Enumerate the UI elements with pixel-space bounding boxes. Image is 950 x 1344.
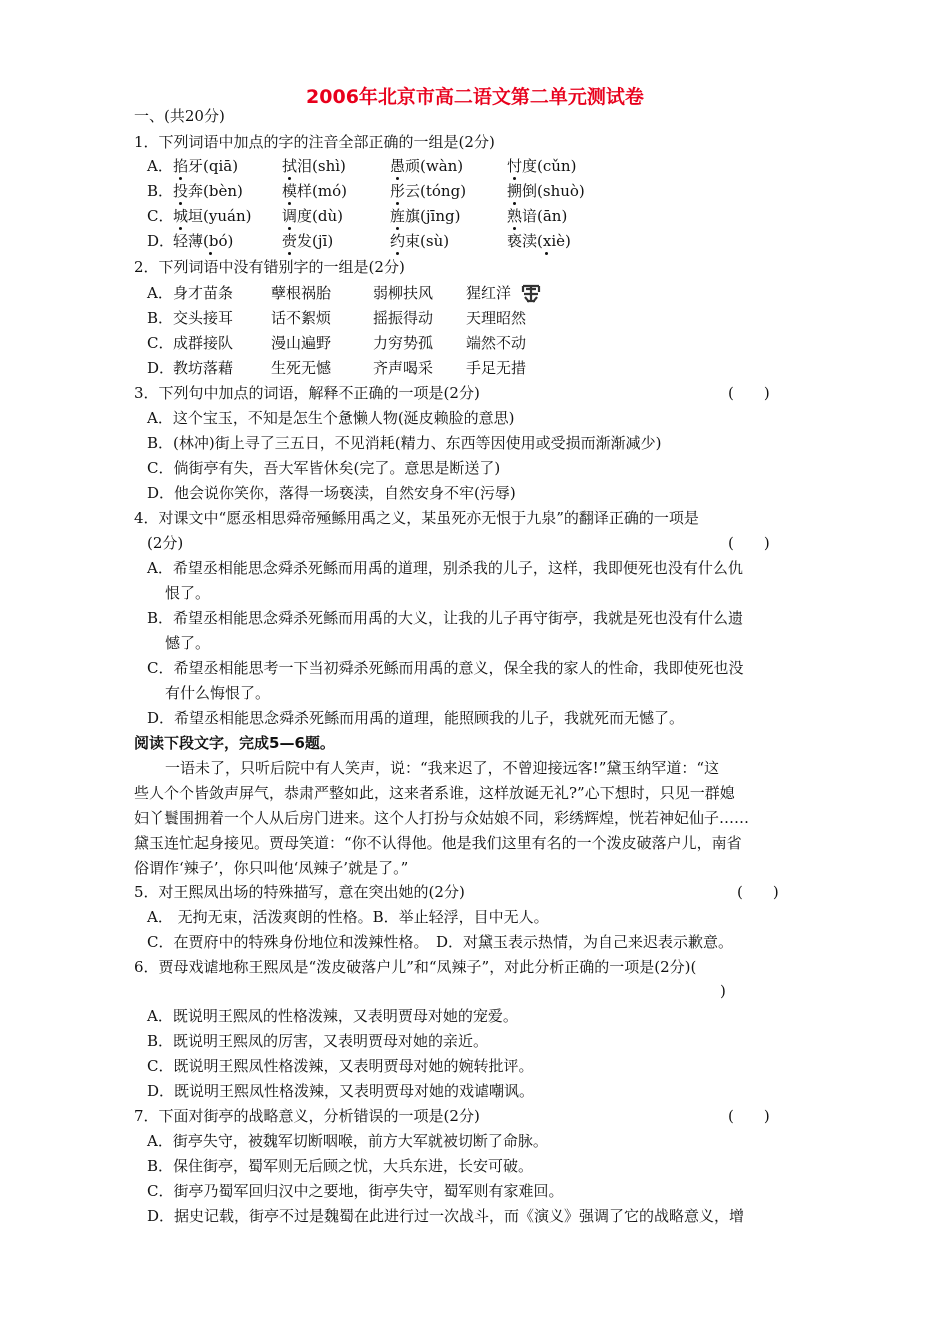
word-rest: 奔(bèn) (188, 182, 243, 200)
q2-option-d-item3: 齐声喝采 (373, 359, 434, 377)
dotted-char: 忖 (507, 157, 523, 175)
q2-option-a-item4: 猩红洋 (466, 284, 512, 302)
watermark-glyph-icon (519, 282, 543, 306)
q3-option-c: C．倘街亭有失，吾大军皆休矣(完了。意思是断送了) (147, 459, 501, 477)
passage-line: 俗谓作‘辣子’，你只叫他‘凤辣子’就是了。” (134, 859, 409, 877)
word-rest: 旗(jīng) (405, 207, 461, 225)
q1-option-a-label: A． (147, 157, 173, 175)
q3-option-d: D．他会说你笑你，落得一场亵渎，自然安身不牢(污辱) (147, 484, 516, 502)
q1-option-c-item1 (173, 206, 251, 226)
q5-options-line2: C．在贾府中的特殊身份地位和泼辣性格。 D．对黛玉表示热情，为自己来迟表示歉意。 (147, 933, 734, 951)
q4-stem-points: (2分) (147, 534, 184, 552)
dotted-char: 赍 (282, 232, 298, 250)
q1-option-b-item1 (173, 181, 243, 201)
doc-title: 2006年北京市高二语文第二单元测试卷 (306, 86, 644, 108)
word-first: 轻 (173, 232, 189, 250)
word-rest: 束(sù) (405, 232, 450, 250)
dotted-char: 拭 (282, 157, 298, 175)
q3-stem: 3．下列句中加点的词语，解释不正确的一项是(2分) (134, 384, 480, 402)
q5-stem: 5．对王熙凤出场的特殊描写，意在突出她的(2分) (134, 883, 465, 901)
q5-options-line1: A． 无拘无束，活泼爽朗的性格。B．举止轻浮，目中无人。 (147, 908, 549, 926)
word-rest: 发(jī) (297, 232, 334, 250)
q7-option-a: A．街亭失守，被魏军切断咽喉，前方大军就被切断了命脉。 (147, 1132, 548, 1150)
q1-option-a-item2 (282, 156, 346, 176)
dotted-char: 约 (390, 232, 406, 250)
q4-stem: 4．对课文中“愿丞相思舜帝殛鲧用禹之义，某虽死亦无恨于九泉”的翻译正确的一项是 (134, 509, 699, 527)
q1-option-d-label: D． (147, 232, 175, 250)
q1-option-a-item1 (173, 156, 238, 176)
q2-option-d-item4: 手足无措 (466, 359, 527, 377)
q2-option-a-item3: 弱柳扶风 (373, 284, 434, 302)
dotted-char: 掐 (173, 157, 189, 175)
q1-option-c-item3 (390, 206, 460, 226)
dotted-char: 搠 (507, 182, 523, 200)
dotted-char: 熟 (507, 207, 523, 225)
q2-option-d-label: D． (147, 359, 175, 377)
dotted-char: 薄(bó) (188, 232, 234, 250)
dotted-char: 模 (282, 182, 298, 200)
q2-option-b-item4: 天理昭然 (466, 309, 527, 327)
q1-option-b-item4 (507, 181, 585, 201)
q6-option-b: B．既说明王熙凤的厉害，又表明贾母对她的亲近。 (147, 1032, 489, 1050)
q3-option-b: B．(林冲)街上寻了三五日，不见消耗(精力、东西等因使用或受损而渐渐减少) (147, 434, 662, 452)
q2-option-c-item3: 力穷势孤 (373, 334, 434, 352)
q1-option-d-item2 (282, 231, 333, 251)
word-rest: 牙(qiā) (188, 157, 239, 175)
q4-option-a: A．希望丞相能思念舜杀死鲧而用禹的道理，别杀我的儿子，这样，我即便死也没有什么仇 (147, 559, 743, 577)
q3-answer-paren: ( ) (728, 384, 770, 402)
dotted-char: 渎(xiè) (522, 232, 571, 250)
q4-option-d: D．希望丞相能思念舜杀死鲧而用禹的道理，能照顾我的儿子，我就死而无憾了。 (147, 709, 685, 727)
dotted-char: 愚 (390, 157, 406, 175)
q1-option-c-item4 (507, 206, 567, 226)
q4-option-b: B．希望丞相能思念舜杀死鲧而用禹的大义，让我的儿子再守街亭，我就是死也没有什么遗 (147, 609, 744, 627)
passage-line: 一语未了，只听后院中有人笑声，说：“我来迟了，不曾迎接远客!”黛玉纳罕道：“这 (165, 759, 720, 777)
q7-option-c: C．街亭乃蜀军回归汉中之要地，街亭失守，蜀军则有家难回。 (147, 1182, 564, 1200)
q1-option-a-item3 (390, 156, 463, 176)
dotted-char: 城 (173, 207, 189, 225)
q6-option-c: C．既说明王熙凤性格泼辣，又表明贾母对她的婉转批评。 (147, 1057, 534, 1075)
q6-option-a: A．既说明王熙凤的性格泼辣，又表明贾母对她的宠爱。 (147, 1007, 518, 1025)
word-rest: 泪(shì) (297, 157, 346, 175)
reading-heading: 阅读下段文字，完成5—6题。 (134, 734, 335, 752)
q4-answer-paren: ( ) (728, 534, 770, 552)
q2-option-c-item1: 成群接队 (173, 334, 234, 352)
q2-option-a-item2: 孽根祸胎 (271, 284, 332, 302)
q6-option-d: D．既说明王熙凤性格泼辣，又表明贾母对她的戏谑嘲讽。 (147, 1082, 535, 1100)
q7-option-d: D．据史记载，街亭不过是魏蜀在此进行过一次战斗，而《演义》强调了它的战略意义，增 (147, 1207, 745, 1225)
dotted-char: 彤 (390, 182, 406, 200)
passage-line: 妇丫鬟围拥着一个人从后房门进来。这个人打扮与众姑娘不同，彩绣辉煌，恍若神妃仙子…… (134, 809, 750, 827)
word-rest: 谙(ān) (522, 207, 568, 225)
q6-stem: 6．贾母戏谑地称王熙凤是“泼皮破落户儿”和“凤辣子”，对此分析正确的一项是(2分)( (134, 958, 697, 976)
q1-option-b-item3 (390, 181, 466, 201)
q4-option-b-cont: 憾了。 (165, 634, 211, 652)
dotted-char: 投 (173, 182, 189, 200)
q4-option-c: C．希望丞相能思考一下当初舜杀死鲧而用禹的意义，保全我的家人的性命，我即使死也没 (147, 659, 744, 677)
q1-stem: 1．下列词语中加点的字的注音全部正确的一组是(2分) (134, 133, 495, 151)
dotted-char: 旌 (390, 207, 406, 225)
word-rest: 顽(wàn) (405, 157, 464, 175)
q1-option-d-item1 (173, 231, 233, 251)
word-rest: 度(cǔn) (522, 157, 577, 175)
passage-line: 些人个个皆敛声屏气，恭肃严整如此，这来者系谁，这样放诞无礼?”心下想时，只见一群媳 (134, 784, 735, 802)
q2-option-a-label: A． (147, 284, 173, 302)
q2-option-b-item3: 摇振得动 (373, 309, 434, 327)
q7-option-b: B．保住街亭，蜀军则无后顾之忧，大兵东进，长安可破。 (147, 1157, 534, 1175)
q2-option-b-label: B． (147, 309, 174, 327)
q4-option-c-cont: 有什么悔恨了。 (165, 684, 271, 702)
q1-option-d-item3 (390, 231, 449, 251)
word-rest: 样(mó) (297, 182, 347, 200)
q2-option-c-item2: 漫山遍野 (271, 334, 332, 352)
q2-option-c-label: C． (147, 334, 174, 352)
q5-answer-paren: ( ) (737, 883, 779, 901)
word-rest: 倒(shuò) (522, 182, 585, 200)
q6-answer-paren-close: ) (720, 982, 726, 1000)
word-first: 亵 (507, 232, 523, 250)
q4-option-a-cont: 恨了。 (165, 584, 211, 602)
q7-stem: 7．下面对街亭的战略意义，分析错误的一项是(2分) (134, 1107, 480, 1125)
q2-option-d-item1: 教坊落藉 (173, 359, 234, 377)
word-rest: 度(dù) (297, 207, 343, 225)
q2-option-a-item1: 身才苗条 (173, 284, 234, 302)
word-rest: 云(tóng) (405, 182, 467, 200)
q1-option-d-item4 (507, 231, 571, 251)
dotted-char: 调 (282, 207, 298, 225)
q3-option-a: A．这个宝玉，不知是怎生个惫懒人物(涎皮赖脸的意思) (147, 409, 515, 427)
q1-option-b-label: B． (147, 182, 174, 200)
passage-line: 黛玉连忙起身接见。贾母笑道：“你不认得他。他是我们这里有名的一个泼皮破落户儿，南省 (134, 834, 742, 852)
q2-option-b-item1: 交头接耳 (173, 309, 234, 327)
q1-option-c-label: C． (147, 207, 174, 225)
q1-option-a-item4 (507, 156, 576, 176)
q1-option-b-item2 (282, 181, 347, 201)
q2-option-c-item4: 端然不动 (466, 334, 527, 352)
q2-stem: 2．下列词语中没有错别字的一组是(2分) (134, 258, 405, 276)
q2-option-d-item2: 生死无憾 (271, 359, 332, 377)
q1-option-c-item2 (282, 206, 343, 226)
q7-answer-paren: ( ) (728, 1107, 770, 1125)
word-rest: 垣(yuán) (188, 207, 252, 225)
section-heading: 一、(共20分) (134, 107, 225, 125)
q2-option-b-item2: 话不絮烦 (271, 309, 332, 327)
